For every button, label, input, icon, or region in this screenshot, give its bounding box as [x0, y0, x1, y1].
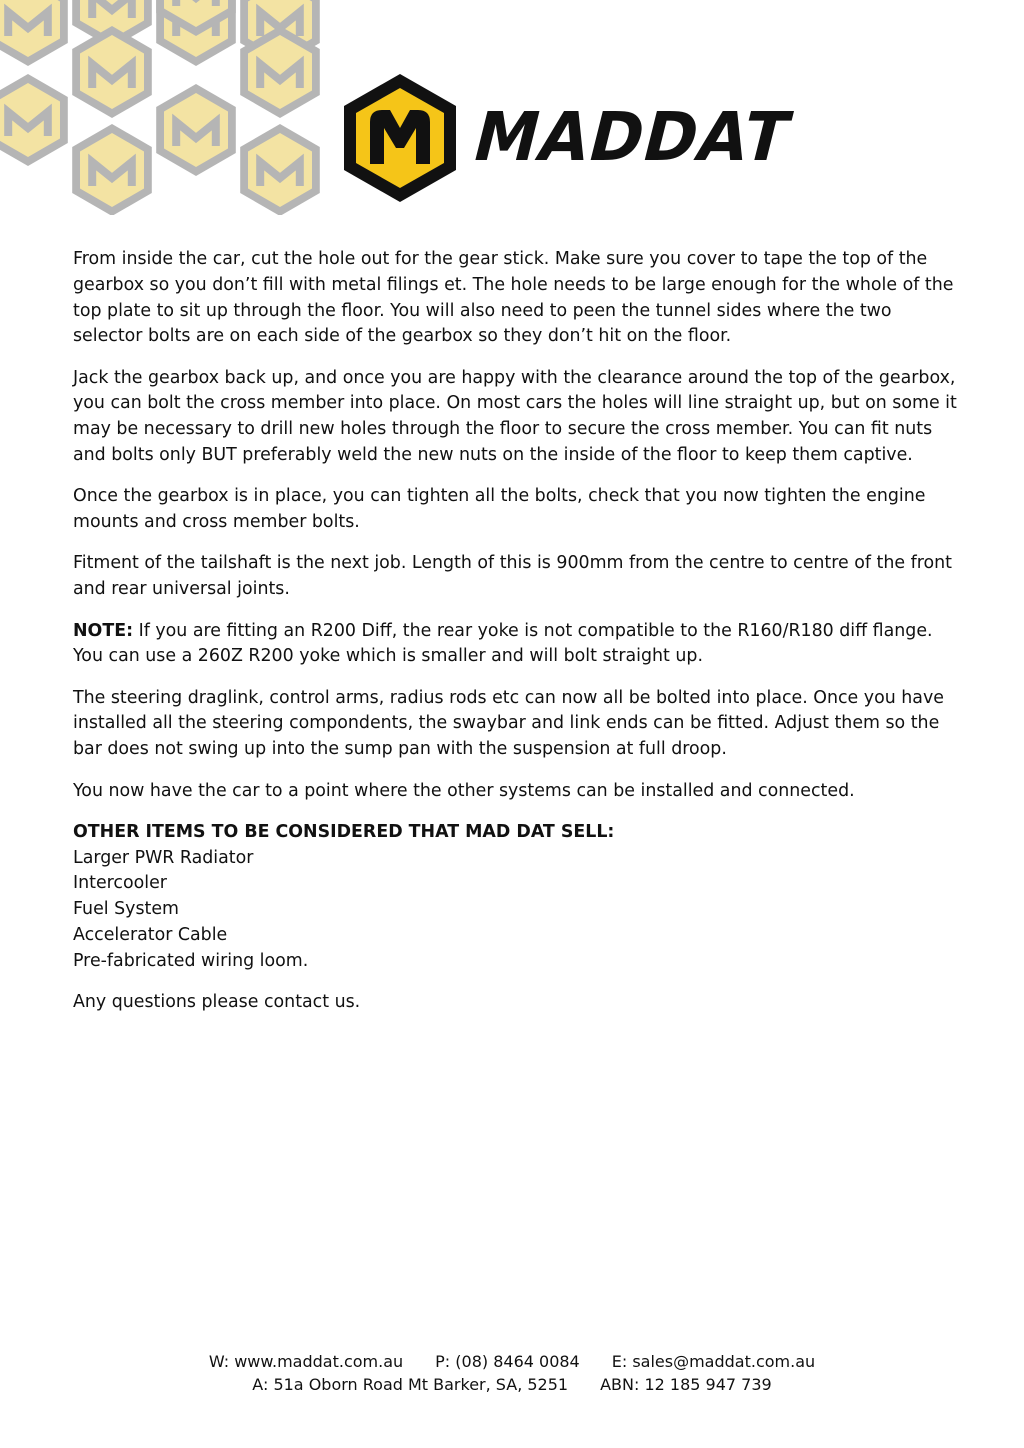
other-items-section [73, 820, 963, 975]
paragraph-systems: You now have the car to a point where the other systems can be installed and connected. [73, 780, 855, 801]
footer-email[interactable]: E: sales@maddat.com.au [611, 1352, 816, 1371]
footer-website[interactable]: W: www.maddat.com.au [208, 1352, 404, 1371]
document-body [73, 247, 963, 1031]
list-item: Accelerator Cable [73, 925, 228, 946]
paragraph-cross-member: Jack the gearbox back up, and once you are happy with the clearance around the top of the gearbox, you can bolt the cross member into place. On most cars the holes will line straight up, but on some it may be necessary to drill new holes through the floor to secure the cross member. You can fit nuts and bolts only BUT preferably weld the new nuts on the inside of the floor to keep them captive. [73, 367, 957, 466]
footer-abn: ABN: 12 185 947 739 [600, 1375, 772, 1394]
paragraph-tighten-bolts: Once the gearbox is in place, you can tighten all the bolts, check that you now tighten the engine mounts and cross member bolts. [73, 486, 926, 533]
list-item: Intercooler [73, 873, 167, 894]
hexagon-pattern-icon [0, 0, 340, 215]
list-item: Larger PWR Radiator [73, 847, 254, 868]
paragraph-gear-stick-hole: From inside the car, cut the hole out for the gear stick. Make sure you cover to tape the top of the gearbox so you don’t fill with metal filings et. The hole needs to be large enough for the whole of the top plate to sit up through the floor. You will also need to peen the tunnel sides where the two selector bolts are on each side of the gearbox so they don’t hit on the floor. [73, 249, 954, 347]
footer-address-line [0, 1373, 1024, 1396]
paragraph-tailshaft: Fitment of the tailshaft is the next job. Length of this is 900mm from the centre to centre of the front and rear universal joints. [73, 553, 952, 600]
letterhead-header [0, 0, 1024, 230]
note-text: If you are fitting an R200 Diff, the rear yoke is not compatible to the R160/R180 diff flange. You can use a 260Z R200 yoke which is smaller and will bolt straight up. [73, 620, 933, 667]
note-label: NOTE: [73, 620, 134, 641]
letterhead-footer [0, 1350, 1024, 1396]
note-paragraph [73, 619, 963, 671]
closing-line: Any questions please contact us. [73, 992, 361, 1013]
paragraph-steering: The steering draglink, control arms, radius rods etc can now all be bolted into place. Once you have installed all the steering compondents, the swaybar and link ends can be fitted. Adjust them so the bar does not swing up into the sump pan with the suspension at full droop. [73, 687, 944, 760]
maddat-wordmark: MADDAT [465, 99, 799, 177]
list-item: Fuel System [73, 899, 179, 920]
footer-contact-line [0, 1350, 1024, 1373]
maddat-hex-logo-icon [340, 72, 460, 204]
list-item: Pre-fabricated wiring loom. [73, 950, 309, 971]
other-items-heading: OTHER ITEMS TO BE CONSIDERED THAT MAD DAT SELL: [73, 821, 615, 842]
footer-address: A: 51a Oborn Road Mt Barker, SA, 5251 [252, 1375, 569, 1394]
maddat-logo [340, 72, 799, 207]
footer-phone[interactable]: P: (08) 8464 0084 [435, 1352, 580, 1371]
